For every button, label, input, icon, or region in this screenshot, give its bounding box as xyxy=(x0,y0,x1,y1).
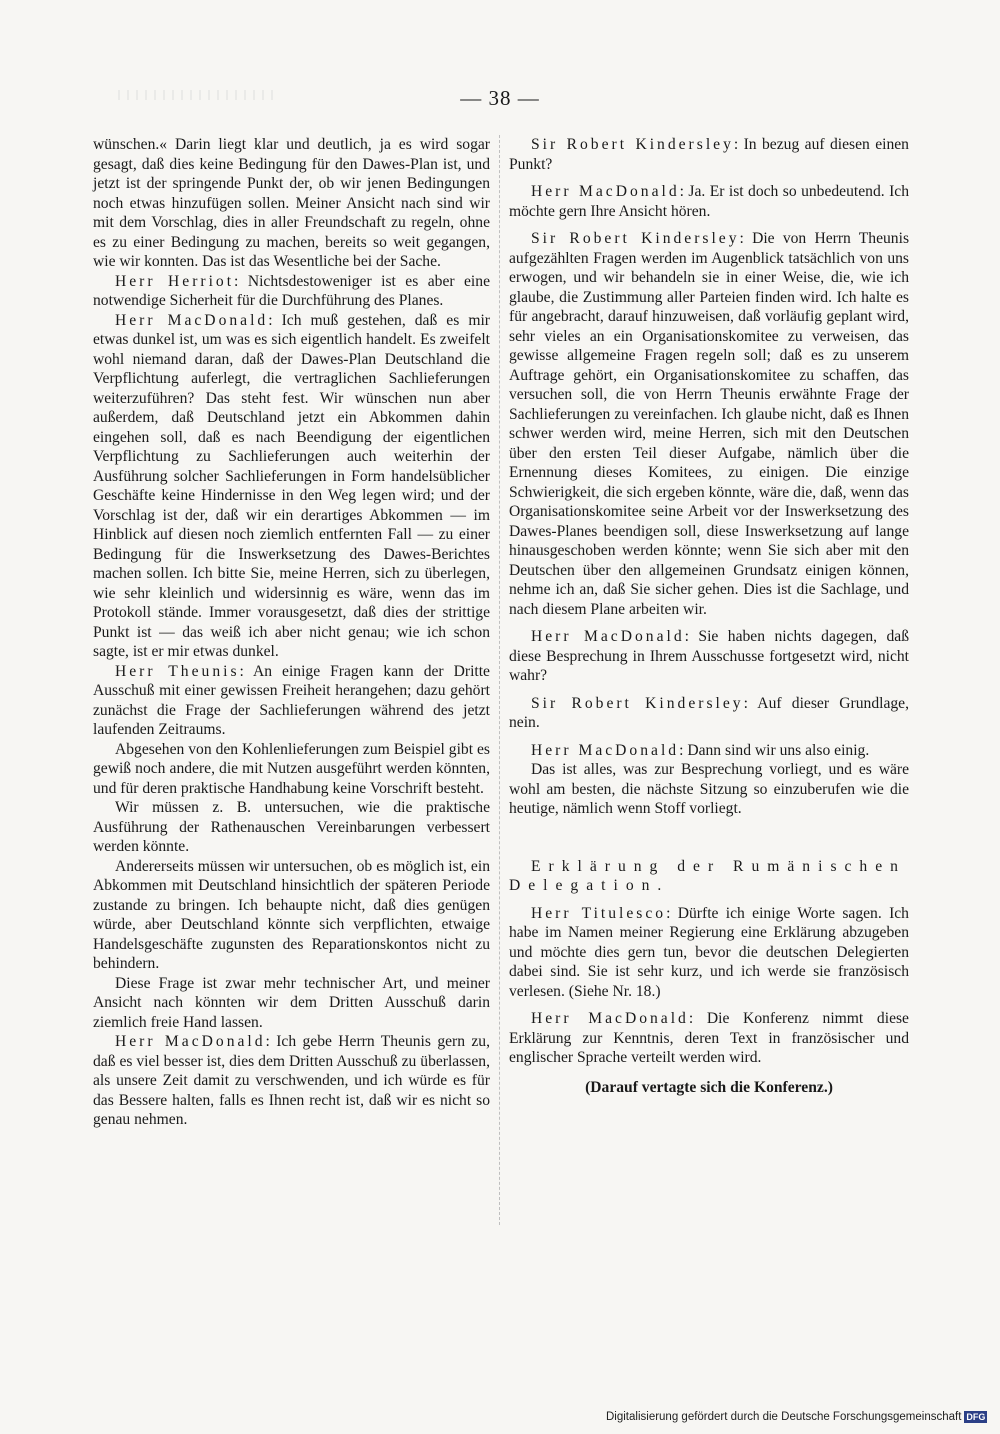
section-heading: Erklärung der Rumänischen Delegation. xyxy=(509,857,906,894)
paragraph-text: Andererseits müssen wir untersuchen, ob es möglich ist, ein Abkommen mit Deutschland hinsichtlich der späteren Periode zustande zu bringen. Ich behaupte nicht, daß dies genügen würde, aber Deutschland könnte sich verpflichten, etwaige Handelsgeschäfte zugunsten des Reparationskontos nicht zu behindern. xyxy=(93,857,490,972)
paragraph xyxy=(93,1032,490,1130)
speaker-name: Herr MacDonald xyxy=(531,1010,689,1027)
paragraph xyxy=(509,694,909,733)
paragraph-text: : Ja. Er ist doch so unbedeutend. Ich möchte gern Ihre Ansicht hören. xyxy=(509,183,909,220)
speaker-name: Sir Robert Kindersley xyxy=(531,230,740,247)
paragraph-text: : Dürfte ich einige Worte sagen. Ich habe im Namen meiner Regierung eine Erklärung abzugeben und möchte dies gern tun, bevor die deutschen Delegierten dabei sind. Sie ist sehr kurz, und ich werde sie französisch verlesen. (Siehe Nr. 18.) xyxy=(509,904,909,1000)
paragraph-text: : Die von Herrn Theunis aufgezählten Fragen werden im Augenblick tatsächlich von uns erwogen, und wir behandeln sie in einer Weise, die, wie ich glaube, die Zustimmung aller Parteien finden wird. Ich halte es für angebracht, darauf hinzuweisen, daß vorläufig geplant wird, sehr vieles an ein Organisationskomitee zu verweisen, das gewisse allgemeine Fragen regeln soll; daß es zu unserem Auftrage gehört, ein Organisationskomitee zu schaffen, das versuchen soll, die von Herrn Theunis erwähnte Frage der Sachlieferungen zu vereinfachen. Ich glaube nicht, daß es Ihnen schwer werden wird, meine Herren, sich mit den Deutschen über den ersten Teil dieser Aufgabe, nämlich über die Ernennung dieses Komitees, zu einigen. Die einzige Schwierigkeit, die sich ergeben könnte, wäre die, daß, wenn das Organisationskomitee seine Arbeit vor der Inswerksetzung des Dawes-Planes beendigen soll, diese Inswerksetzung auf lange hinausgeschoben werden könnte; wenn Sie sich aber mit den Deutschen über den allgemeinen Grundsatz einigen können, nehme ich an, daß Sie sicher gehen. Dies ist die Sachlage, und nach diesem Plane arbeiten wir. xyxy=(509,230,910,618)
speaker-name: Herr Titulesco xyxy=(531,904,667,922)
paragraph xyxy=(93,798,490,857)
footer-text: Digitalisierung gefördert durch die Deutsche Forschungsgemeinschaft xyxy=(606,1411,962,1424)
paragraph xyxy=(509,135,909,174)
speaker-name: Herr MacDonald xyxy=(531,183,680,200)
paragraph-text: Diese Frage ist zwar mehr technischer Art, und meiner Ansicht nach könnten wir dem Dritten Ausschuß darin ziemlich freie Hand lassen. xyxy=(93,974,490,1031)
paragraph-text: : Die Konferenz nimmt diese Erklärung zur Kenntnis, deren Text in französischer und englischer Sprache verteilt werden wird. xyxy=(509,1010,909,1066)
speaker-name: Sir Robert Kindersley xyxy=(531,136,734,153)
closing-note: (Darauf vertagte sich die Konferenz.) xyxy=(585,1078,833,1096)
paragraph xyxy=(509,627,909,686)
speaker-name: Herr MacDonald xyxy=(115,1033,266,1050)
speaker-name: Herr Herriot xyxy=(115,272,235,290)
speaker-name: Herr MacDonald xyxy=(531,628,685,645)
right-column xyxy=(509,135,909,1097)
paragraph-text: wünschen.« Darin liegt klar und deutlich, ja es wird sogar gesagt, daß dies keine Bedingung für den Dawes-Plan ist, und jetzt ist der springende Punkt der, ob wir jenen Bedingungen noch etwas hinzufügen sollen. Meiner Ansicht nach sind wir mit dem Vorschlag, dies in aller Freundschaft zu regeln, ohne es zu einer Bedingung zu machen, bereits so weit gegangen, wie wir konnten. Das ist das Wesentliche bei der Sache. xyxy=(93,136,490,270)
paragraph xyxy=(509,741,909,761)
speaker-name: Sir Robert Kindersley xyxy=(531,694,744,712)
page-number: — 38 — xyxy=(460,86,540,110)
paragraph-text: : Sie haben nichts dagegen, daß diese Besprechung in Ihrem Ausschusse fortgesetzt wird, nicht wahr? xyxy=(509,628,909,684)
paragraph xyxy=(93,974,490,1033)
dfg-logo: DFG xyxy=(966,1412,986,1422)
paragraph-text: Wir müssen z. B. untersuchen, wie die praktische Ausführung der Rathenauschen Vereinbarungen verbessert werden könnte. xyxy=(93,799,490,855)
speaker-name: Herr Theunis xyxy=(115,662,240,680)
speaker-name: Herr MacDonald xyxy=(115,311,269,329)
paragraph-text: : Auf dieser Grundlage, nein. xyxy=(509,694,910,731)
paragraph xyxy=(93,857,490,974)
paragraph xyxy=(509,760,909,819)
paragraph-text: : An einige Fragen kann der Dritte Ausschuß mit einer gewissen Freiheit herangehen; dazu gehört zunächst die Frage der Sachlieferungen während des jetzt laufenden Zeitraums. xyxy=(93,662,490,738)
paragraph xyxy=(93,135,490,272)
left-column xyxy=(93,135,490,1130)
paragraph xyxy=(509,182,909,221)
paragraph xyxy=(93,740,490,799)
paragraph-text: Abgesehen von den Kohlenlieferungen zum Beispiel gibt es gewiß noch andere, die mit Nutzen ausgeführt werden könnten, und für deren praktische Handhabung keine Vorschrift besteht. xyxy=(93,740,490,797)
paragraph-text: : Dann sind wir uns also einig. xyxy=(679,741,870,759)
paragraph-text: : Ich gebe Herrn Theunis gern zu, daß es viel besser ist, dies dem Dritten Ausschuß zu überlassen, als unsere Zeit damit zu verschwenden, und ich würde es für das Bessere halten, falls es Ihnen recht ist, daß wir es nicht so genau nehmen. xyxy=(93,1033,490,1128)
paragraph xyxy=(509,904,909,1002)
column-divider xyxy=(499,135,500,1225)
paragraph xyxy=(93,311,490,662)
paragraph xyxy=(93,662,490,740)
paragraph-text: : Nichtsdestoweniger ist es aber eine notwendige Sicherheit für die Durchführung des Planes. xyxy=(93,272,490,309)
footer-credit xyxy=(606,1411,987,1423)
paragraph-text: : Ich muß gestehen, daß es mir etwas dunkel ist, um was es sich eigentlich handelt. Es zweifelt wohl niemand daran, daß der Dawes-Plan Deutschland die Verpflichtung auferlegt, die vertraglichen Sachlieferungen weiterzuführen? Das steht fest. Wir wünschen nun aber außerdem, daß Deutschland jetzt ein Abkommen dahin eingehen soll, daß es nach Beendigung der eigentlichen Verpflichtung zu Sachlieferungen auch weiterhin der Ausführung solcher Sachlieferungen in Form handelsüblicher Geschäfte keine Hindernisse in den Weg legen wird; und der Vorschlag ist der, daß wir ein derartiges Abkommen — im Hinblick auf diesen noch ziemlich entfernten Fall — zu einer Bedingung für die Inswerksetzung des Dawes-Berichtes machen sollen. Ich bitte Sie, meine Herren, sich zu überlegen, wie sehr kleinlich und widersinnig es wäre, wenn das im Protokoll stände. Immer vorausgesetzt, daß dies der strittige Punkt ist — das weiß ich aber nicht genau; wie ich schon sagte, ist er mir etwas dunkel. xyxy=(93,311,490,660)
paragraph xyxy=(93,272,490,311)
paragraph xyxy=(509,1009,909,1068)
paragraph-text: Das ist alles, was zur Besprechung vorliegt, und es wäre wohl am besten, die nächste Sitzung so einzuberufen wie die heutige, nämlich wenn Stoff vorliegt. xyxy=(509,761,909,817)
speaker-name: Herr MacDonald xyxy=(531,741,680,759)
paragraph xyxy=(509,229,909,619)
paragraph-text: : In bezug auf diesen einen Punkt? xyxy=(509,136,909,173)
